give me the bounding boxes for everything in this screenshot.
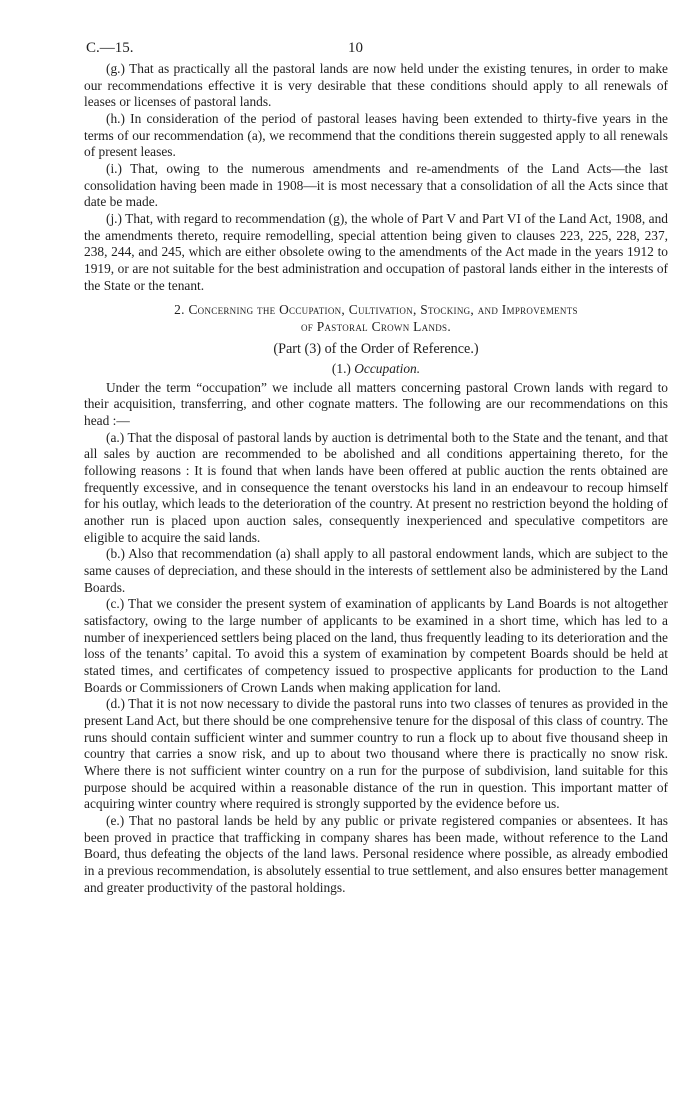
subsection-title: Occupation. bbox=[354, 361, 421, 377]
paragraph-b: (b.) Also that recommendation (a) shall apply to all pastoral endowment lands, which are subject to the same causes of depreciation, and these should in the interests of settlement also be administered by the Land Boards. bbox=[84, 546, 668, 595]
subsection-heading bbox=[84, 361, 668, 378]
page-header bbox=[86, 40, 614, 60]
paragraph-h: (h.) In consideration of the period of pastoral leases having been extended to thirty-five years in the terms of our recommendation (a), we recommend that the conditions therein suggested apply to all renewals of present leases. bbox=[84, 110, 668, 160]
page-body bbox=[84, 61, 668, 896]
paragraph-i: (i.) That, owing to the numerous amendments and re-amendments of the Land Acts—the last consolidation having been made in 1908—it is most necessary that a consolidation of all the Acts since that date be made. bbox=[84, 160, 668, 210]
subsection-number: (1.) bbox=[331, 361, 351, 377]
page-number: 10 bbox=[348, 40, 363, 56]
section-heading-line1: 2. Concerning the Occupation, Cultivation, Stocking, and Improvements bbox=[174, 302, 578, 318]
paragraph-e: (e.) That no pastoral lands be held by any public or private registered companies or absentees. It has been proved in practice that trafficking in company shares has been made, without reference to the Land Board, thus defeating the objects of the land laws. Personal residence where possible, as already embodied in a previous recommendation, is absolutely essential to true settlement, and also ensures better management and greater productivity of the pastoral holdings. bbox=[84, 812, 668, 895]
paragraph-intro: Under the term “occupation” we include all matters concerning pastoral Crown lands with regard to their acquisition, transferring, and other cognate matters. The following are our recommendations on this head :— bbox=[84, 379, 668, 429]
paragraph-g: (g.) That as practically all the pastoral lands are now held under the existing tenures, in order to make our recommendations effective it is very desirable that these conditions should apply to all renewals of leases or licenses of pastoral lands. bbox=[84, 61, 668, 110]
paragraph-a: (a.) That the disposal of pastoral lands by auction is detrimental both to the State and the tenant, and that all sales by auction are recommended to be abolished and all conditions appertaining thereto, for the following reasons : It is found that when lands have been offered at public auction the rents obtained are frequently excessive, and in consequence the tenant overstocks his land in an endeavour to recoup himself for his outlay, which leads to the deterioration of the country. At present no restriction beyond the holding of another run is placed upon auction sales, consequently inexperienced and speculative competitors are eligible to acquire the said lands. bbox=[84, 429, 668, 545]
order-of-reference: (Part (3) of the Order of Reference.) bbox=[273, 340, 479, 357]
paragraph-c: (c.) That we consider the present system of examination of applicants by Land Boards is not altogether satisfactory, owing to the large number of applicants to be examined in a short time, which has led to a number of inexperienced settlers being placed on the land, thus frequently leading to its deterioration and the loss of the tenants’ capital. To avoid this a system of examination by competent Boards should be held at stated times, and certificates of competency issued to prospective applicants for production to the Land Boards or Commissioners of Crown Lands when making application for land. bbox=[84, 596, 668, 695]
section-heading bbox=[84, 302, 668, 335]
paragraph-j: (j.) That, with regard to recommendation (g), the whole of Part V and Part VI of the Land Act, 1908, and the amendments thereto, require remodelling, special attention being given to clauses 223, 225, 228, 237, 238, 244, and 245, which are either obsolete owing to the amendments of the Act made in the years 1912 to 1919, or are not suitable for the best administration and occupation of pastoral lands either in the interests of the State or the tenant. bbox=[84, 210, 668, 293]
document-reference: C.—15. bbox=[86, 40, 134, 56]
paragraph-d: (d.) That it is not now necessary to divide the pastoral runs into two classes of tenures as provided in the present Land Act, but there should be one comprehensive tenure for the disposal of this class of country. The runs should contain sufficient winter and summer country to run a flock up to about five thousand sheep in country that carries a snow risk, and up to about two thousand where there is practically no snow risk. Where there is not sufficient winter country on a run for the purpose of subdivision, land suitable for this purpose should be acquired within a reasonable distance of the run in question. This important matter of acquiring winter country where required is strongly supported by the evidence before us. bbox=[84, 696, 668, 812]
section-heading-line2: of Pastoral Crown Lands. bbox=[301, 318, 451, 334]
